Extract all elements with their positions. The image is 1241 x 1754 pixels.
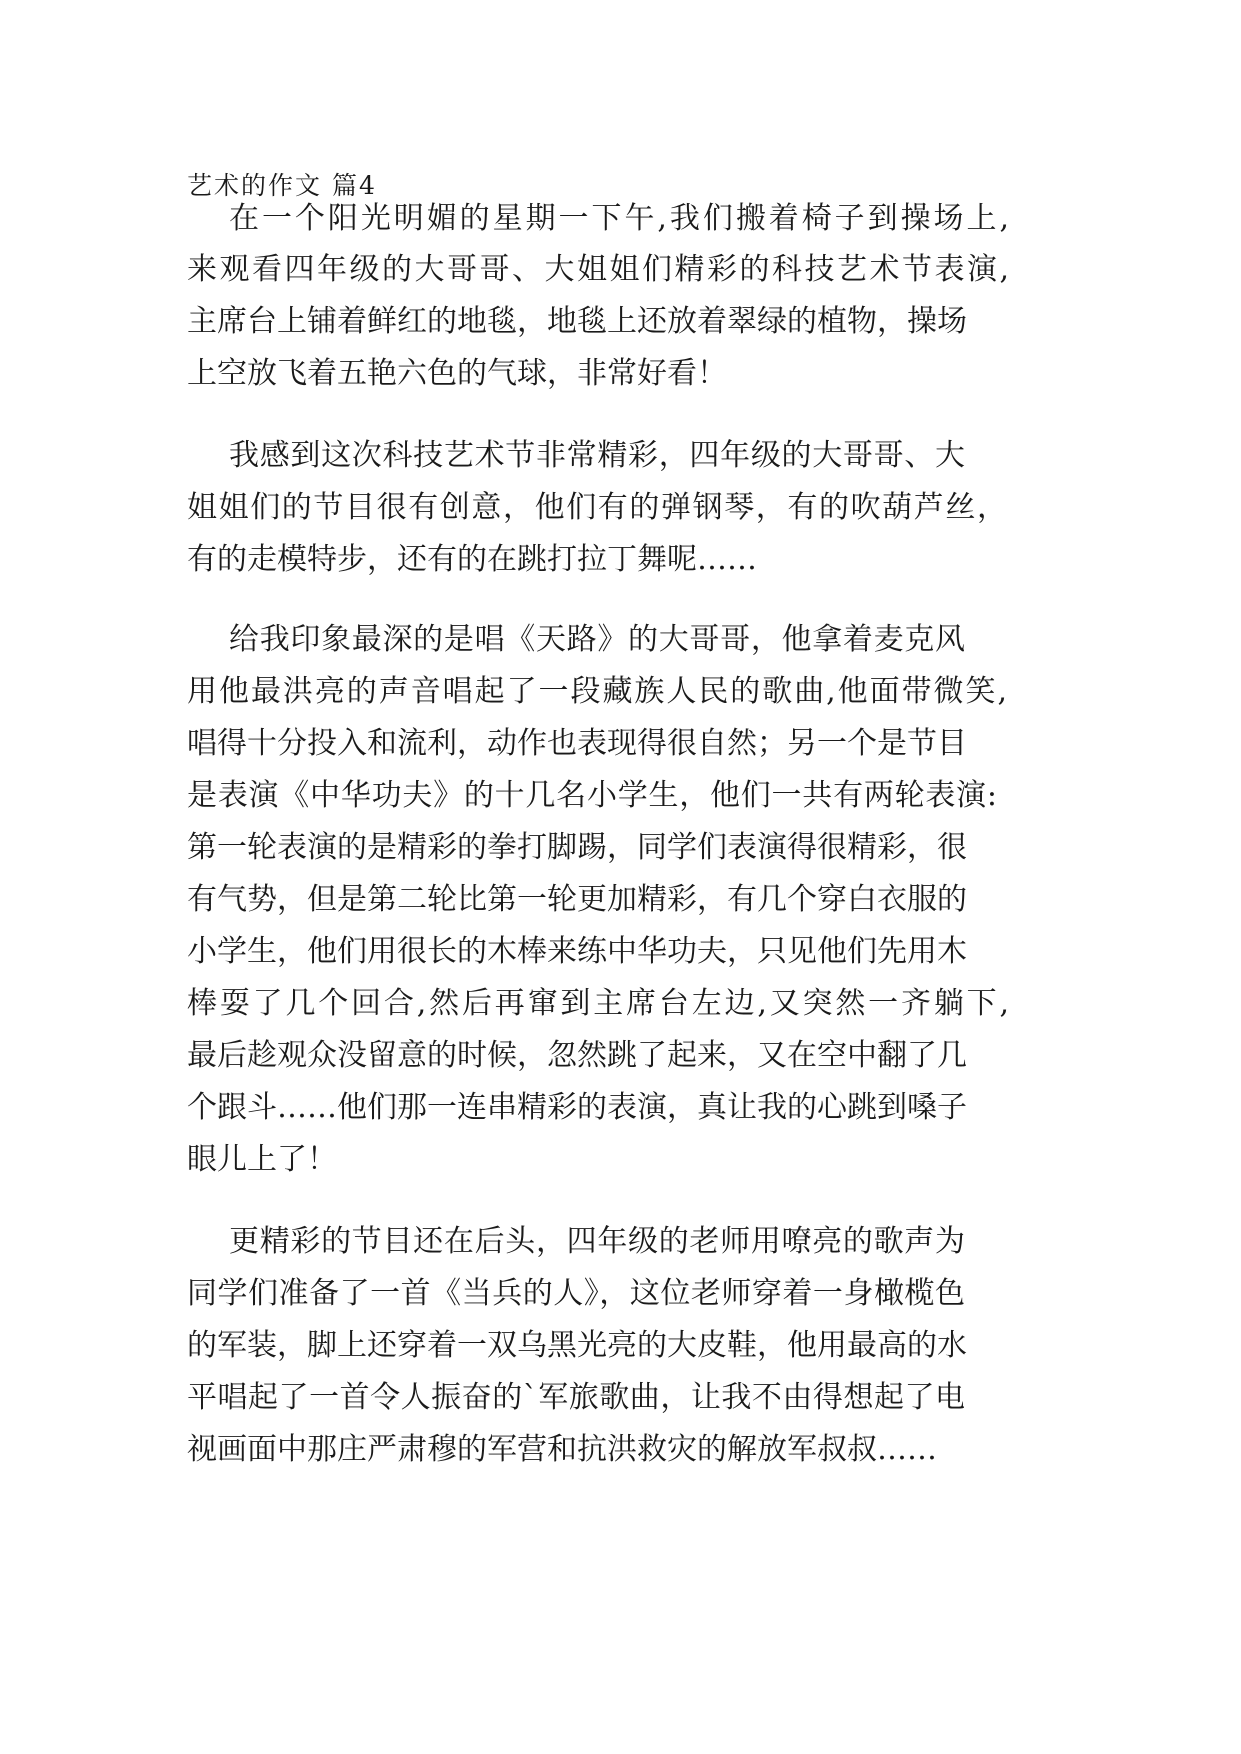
document-title: 艺术的作文 篇4 [187, 171, 377, 200]
paragraph-line: 视画面中那庄严肃穆的军营和抗洪救灾的解放军叔叔…… [187, 1432, 937, 1467]
paragraph-line: 个跟斗……他们那一连串精彩的表演，真让我的心跳到嗓子 [187, 1090, 967, 1125]
paragraph-line: 来观看四年级的大哥哥、大姐姐们精彩的科技艺术节表演, [187, 252, 1009, 287]
paragraph-line: 是表演《中华功夫》的十几名小学生，他们一共有两轮表演: [187, 778, 997, 813]
paragraph-line: 最后趁观众没留意的时候，忽然跳了起来，又在空中翻了几 [187, 1038, 967, 1073]
paragraph-line: 更精彩的节目还在后头，四年级的老师用嘹亮的歌声为 [229, 1224, 965, 1259]
paragraph-line: 唱得十分投入和流利，动作也表现得很自然；另一个是节目 [187, 726, 967, 761]
paragraph-line: 同学们准备了一首《当兵的人》，这位老师穿着一身橄榄色 [187, 1276, 965, 1311]
paragraph-line: 姐姐们的节目很有创意，他们有的弹钢琴，有的吹葫芦丝， [187, 490, 1007, 525]
paragraph-line: 在一个阳光明媚的星期一下午,我们搬着椅子到操场上, [229, 201, 1009, 236]
paragraph-line: 眼儿上了！ [187, 1142, 337, 1177]
paragraph-line: 上空放飞着五艳六色的气球，非常好看！ [187, 356, 727, 391]
paragraph-line: 给我印象最深的是唱《天路》的大哥哥，他拿着麦克风 [229, 622, 965, 657]
paragraph-line: 平唱起了一首令人振奋的`军旅歌曲，让我不由得想起了电 [187, 1380, 965, 1415]
paragraph-line: 第一轮表演的是精彩的拳打脚踢，同学们表演得很精彩，很 [187, 830, 967, 865]
paragraph-line: 用他最洪亮的声音唱起了一段藏族人民的歌曲,他面带微笑, [187, 674, 1007, 709]
paragraph-line: 有气势，但是第二轮比第一轮更加精彩，有几个穿白衣服的 [187, 882, 967, 917]
paragraph-line: 主席台上铺着鲜红的地毯，地毯上还放着翠绿的植物，操场 [187, 304, 967, 339]
paragraph-line: 有的走模特步，还有的在跳打拉丁舞呢…… [187, 542, 757, 577]
paragraph-line: 的军装，脚上还穿着一双乌黑光亮的大皮鞋，他用最高的水 [187, 1328, 967, 1363]
paragraph-line: 小学生，他们用很长的木棒来练中华功夫，只见他们先用木 [187, 934, 967, 969]
paragraph-line: 我感到这次科技艺术节非常精彩，四年级的大哥哥、大 [229, 438, 965, 473]
paragraph-line: 棒耍了几个回合,然后再窜到主席台左边,又突然一齐躺下, [187, 986, 1009, 1021]
